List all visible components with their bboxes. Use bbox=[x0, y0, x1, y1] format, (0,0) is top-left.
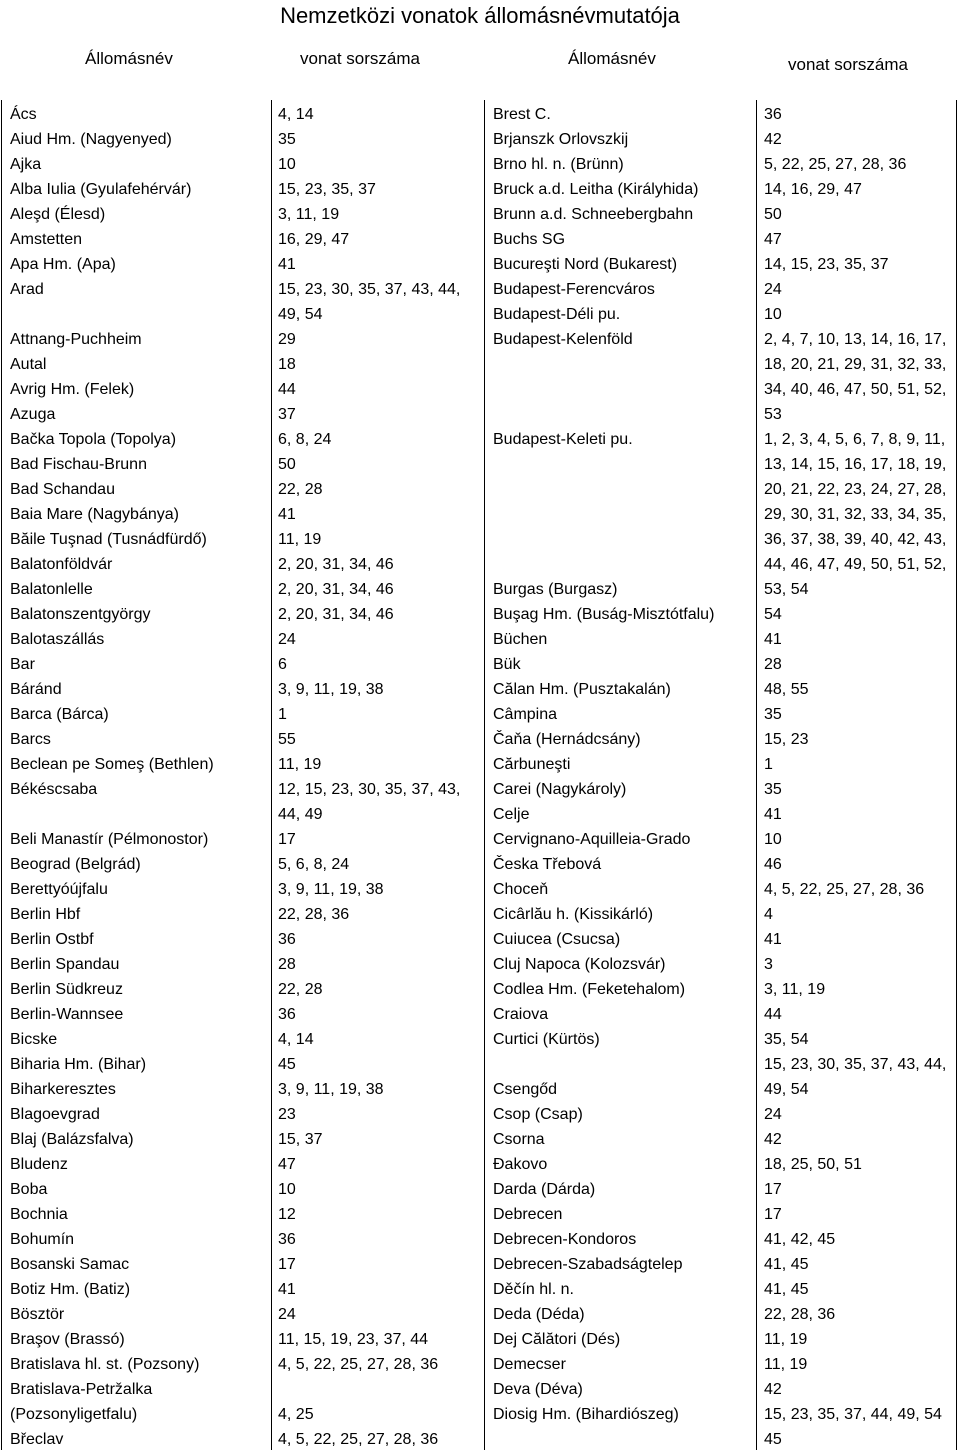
station-name: Debrecen bbox=[493, 1206, 563, 1223]
train-numbers: 2, 20, 31, 34, 46 bbox=[278, 606, 394, 623]
station-name: Debrecen-Kondoros bbox=[493, 1231, 637, 1248]
train-numbers: 3, 9, 11, 19, 38 bbox=[278, 1081, 384, 1098]
station-name: Bohumín bbox=[10, 1231, 75, 1248]
station-name: Blagoevgrad bbox=[10, 1106, 100, 1123]
station-name: Arad bbox=[10, 281, 44, 298]
train-numbers: 10 bbox=[764, 831, 782, 848]
station-name: Bratislava hl. st. (Pozsony) bbox=[10, 1356, 200, 1373]
station-name: Boba bbox=[10, 1181, 48, 1198]
station-name: Cărbuneşti bbox=[493, 756, 571, 773]
train-numbers: 53, 54 bbox=[764, 581, 809, 598]
header-train-number-left: vonat sorszáma bbox=[300, 49, 420, 68]
station-name: Balatonszentgyörgy bbox=[10, 606, 151, 623]
train-numbers: 28 bbox=[764, 656, 782, 673]
train-numbers: 4, 5, 22, 25, 27, 28, 36 bbox=[764, 881, 925, 898]
station-name: Barcs bbox=[10, 731, 51, 748]
station-name: Apa Hm. (Apa) bbox=[10, 256, 116, 273]
train-numbers: 4 bbox=[764, 906, 773, 923]
train-numbers: 4, 14 bbox=[278, 1031, 314, 1048]
train-numbers: 35 bbox=[764, 781, 782, 798]
train-numbers: 44, 46, 47, 49, 50, 51, 52, bbox=[764, 556, 947, 573]
train-numbers: 22, 28 bbox=[278, 481, 323, 498]
train-numbers: 22, 28, 36 bbox=[278, 906, 350, 923]
train-numbers: 3 bbox=[764, 956, 773, 973]
train-numbers: 18, 20, 21, 29, 31, 32, 33, bbox=[764, 356, 947, 373]
station-name: Călan Hm. (Pusztakalán) bbox=[493, 681, 671, 698]
train-numbers: 20, 21, 22, 23, 24, 27, 28, bbox=[764, 481, 947, 498]
station-name: Blaj (Balázsfalva) bbox=[10, 1131, 134, 1148]
train-numbers: 35 bbox=[764, 706, 782, 723]
train-numbers: 35 bbox=[278, 131, 296, 148]
train-numbers: 41 bbox=[764, 631, 782, 648]
station-name: Budapest-Déli pu. bbox=[493, 306, 621, 323]
train-numbers: 17 bbox=[278, 831, 296, 848]
station-name: Bicske bbox=[10, 1031, 58, 1048]
train-numbers: 15, 23, 35, 37, 44, 49, 54 bbox=[764, 1406, 942, 1423]
station-name: Braşov (Brassó) bbox=[10, 1331, 125, 1348]
station-name bbox=[493, 377, 714, 402]
train-numbers: 11, 19 bbox=[764, 1331, 808, 1348]
column-divider bbox=[271, 100, 272, 1450]
column-divider bbox=[1, 100, 2, 1450]
train-numbers: 41, 45 bbox=[764, 1281, 809, 1298]
station-name: Bludenz bbox=[10, 1156, 68, 1173]
train-numbers: 16, 29, 47 bbox=[278, 231, 350, 248]
station-name: Deda (Déda) bbox=[493, 1306, 585, 1323]
train-numbers: 12, 15, 23, 30, 35, 37, 43, bbox=[278, 781, 461, 798]
train-numbers: 17 bbox=[278, 1256, 296, 1273]
train-numbers: 45 bbox=[764, 1431, 782, 1448]
train-numbers: 17 bbox=[764, 1206, 782, 1223]
train-numbers: 2, 20, 31, 34, 46 bbox=[278, 556, 394, 573]
station-name-column-right bbox=[493, 102, 714, 1427]
station-name: Dej Călători (Dés) bbox=[493, 1331, 621, 1348]
station-name: Balatonföldvár bbox=[10, 556, 113, 573]
train-numbers: 11, 19 bbox=[764, 1356, 808, 1373]
station-name: Bad Fischau-Brunn bbox=[10, 456, 147, 473]
station-name: Bösztör bbox=[10, 1306, 65, 1323]
train-numbers: 18 bbox=[278, 356, 296, 373]
train-numbers: 4, 25 bbox=[278, 1406, 314, 1423]
station-name: Biharkeresztes bbox=[10, 1081, 116, 1098]
page-title: Nemzetközi vonatok állomásnévmutatója bbox=[280, 3, 680, 28]
station-name: Bosanski Samac bbox=[10, 1256, 130, 1273]
station-name: Csengőd bbox=[493, 1081, 558, 1098]
train-numbers: 54 bbox=[764, 606, 782, 623]
station-name: Báránd bbox=[10, 681, 62, 698]
header-station-left: Állomásnév bbox=[85, 49, 173, 68]
station-name: Balotaszállás bbox=[10, 631, 105, 648]
station-name: Botiz Hm. (Batiz) bbox=[10, 1281, 131, 1298]
train-numbers: 36 bbox=[764, 106, 782, 123]
train-numbers: 15, 23 bbox=[764, 731, 809, 748]
station-name: Baia Mare (Nagybánya) bbox=[10, 506, 179, 523]
station-name bbox=[493, 402, 714, 427]
station-name: Břeclav bbox=[10, 1431, 64, 1448]
train-numbers: 50 bbox=[278, 456, 296, 473]
station-name: Büchen bbox=[493, 631, 548, 648]
train-numbers: 36 bbox=[278, 1231, 296, 1248]
train-numbers: 34, 40, 46, 47, 50, 51, 52, bbox=[764, 381, 947, 398]
station-name: Berlin Spandau bbox=[10, 956, 120, 973]
station-name: Codlea Hm. (Feketehalom) bbox=[493, 981, 686, 998]
station-name bbox=[493, 452, 714, 477]
train-numbers: 2, 4, 7, 10, 13, 14, 16, 17, bbox=[764, 331, 947, 348]
station-name: Brest C. bbox=[493, 106, 551, 123]
station-name: Câmpina bbox=[493, 706, 558, 723]
station-name: Ács bbox=[10, 106, 37, 123]
station-name: Bük bbox=[493, 656, 521, 673]
station-name: Đakovo bbox=[493, 1156, 548, 1173]
station-name bbox=[10, 802, 214, 827]
train-numbers: 44 bbox=[764, 1006, 782, 1023]
train-numbers: 48, 55 bbox=[764, 681, 809, 698]
train-numbers: 42 bbox=[764, 1381, 782, 1398]
train-numbers: 55 bbox=[278, 731, 296, 748]
station-name-column-left bbox=[10, 102, 214, 1452]
station-name: Băile Tuşnad (Tusnádfürdő) bbox=[10, 531, 207, 548]
train-numbers: 11, 19 bbox=[278, 756, 322, 773]
train-numbers: 41, 42, 45 bbox=[764, 1231, 836, 1248]
station-name: Berlin Hbf bbox=[10, 906, 81, 923]
train-numbers: 15, 23, 30, 35, 37, 43, 44, bbox=[764, 1056, 947, 1073]
station-name bbox=[493, 527, 714, 552]
station-name: Cervignano-Aquilleia-Grado bbox=[493, 831, 691, 848]
train-number-column-left bbox=[278, 102, 460, 1452]
station-name: Azuga bbox=[10, 406, 56, 423]
train-numbers: 6 bbox=[278, 656, 287, 673]
train-numbers bbox=[278, 1377, 460, 1402]
station-name: Balatonlelle bbox=[10, 581, 93, 598]
train-numbers: 24 bbox=[764, 1106, 782, 1123]
train-numbers: 1 bbox=[278, 706, 287, 723]
train-numbers: 15, 37 bbox=[278, 1131, 323, 1148]
column-divider bbox=[484, 100, 485, 1450]
train-numbers: 29 bbox=[278, 331, 296, 348]
train-numbers: 47 bbox=[764, 231, 782, 248]
train-numbers: 24 bbox=[764, 281, 782, 298]
train-numbers: 13, 14, 15, 16, 17, 18, 19, bbox=[764, 456, 947, 473]
train-numbers: 3, 9, 11, 19, 38 bbox=[278, 681, 384, 698]
train-numbers: 24 bbox=[278, 631, 296, 648]
station-name: Buchs SG bbox=[493, 231, 566, 248]
train-numbers: 18, 25, 50, 51 bbox=[764, 1156, 862, 1173]
station-name: Aiud Hm. (Nagyenyed) bbox=[10, 131, 172, 148]
station-name bbox=[493, 477, 714, 502]
train-numbers: 11, 19 bbox=[278, 531, 322, 548]
train-numbers: 5, 22, 25, 27, 28, 36 bbox=[764, 156, 907, 173]
train-numbers: 37 bbox=[278, 406, 296, 423]
station-name: Bucureşti Nord (Bukarest) bbox=[493, 256, 678, 273]
station-name: Berlin-Wannsee bbox=[10, 1006, 124, 1023]
station-name bbox=[493, 1052, 714, 1077]
station-name: Csorna bbox=[493, 1131, 545, 1148]
train-numbers: 15, 23, 30, 35, 37, 43, 44, bbox=[278, 281, 461, 298]
station-name: Choceň bbox=[493, 881, 549, 898]
train-numbers: 10 bbox=[278, 1181, 296, 1198]
station-name: Alba Iulia (Gyulafehérvár) bbox=[10, 181, 192, 198]
station-name: Debrecen-Szabadságtelep bbox=[493, 1256, 683, 1273]
station-name: Biharia Hm. (Bihar) bbox=[10, 1056, 147, 1073]
station-name: Aleşd (Élesd) bbox=[10, 206, 106, 223]
train-numbers: 6, 8, 24 bbox=[278, 431, 332, 448]
station-name bbox=[10, 302, 214, 327]
station-name bbox=[493, 352, 714, 377]
station-name: Beograd (Belgrád) bbox=[10, 856, 141, 873]
station-name: Deva (Déva) bbox=[493, 1381, 583, 1398]
train-numbers: 35, 54 bbox=[764, 1031, 809, 1048]
train-numbers: 3, 11, 19 bbox=[278, 206, 340, 223]
station-name: Beclean pe Someş (Bethlen) bbox=[10, 756, 214, 773]
train-numbers: 41 bbox=[764, 931, 782, 948]
train-numbers: 49, 54 bbox=[764, 1081, 809, 1098]
station-name: Brjanszk Orlovszkij bbox=[493, 131, 629, 148]
train-numbers: 41 bbox=[278, 256, 296, 273]
station-name: Cluj Napoca (Kolozsvár) bbox=[493, 956, 666, 973]
header-train-number-right: vonat sorszáma bbox=[788, 55, 908, 74]
train-numbers: 24 bbox=[278, 1306, 296, 1323]
station-name: Avrig Hm. (Felek) bbox=[10, 381, 135, 398]
station-name: Csop (Csap) bbox=[493, 1106, 583, 1123]
train-numbers: 47 bbox=[278, 1156, 296, 1173]
station-name: Cuiucea (Csucsa) bbox=[493, 931, 621, 948]
train-numbers: 41 bbox=[764, 806, 782, 823]
station-name: Békéscsaba bbox=[10, 781, 98, 798]
train-numbers: 36 bbox=[278, 931, 296, 948]
train-numbers: 42 bbox=[764, 1131, 782, 1148]
train-numbers: 14, 16, 29, 47 bbox=[764, 181, 862, 198]
station-name: Budapest-Kelenföld bbox=[493, 331, 633, 348]
train-number-column-right bbox=[764, 102, 946, 1452]
station-name: Děčín hl. n. bbox=[493, 1281, 574, 1298]
station-name: Berettyóújfalu bbox=[10, 881, 108, 898]
train-numbers: 12 bbox=[278, 1206, 296, 1223]
station-name: Bad Schandau bbox=[10, 481, 115, 498]
station-name: Ajka bbox=[10, 156, 42, 173]
train-numbers: 36 bbox=[278, 1006, 296, 1023]
station-name: Čaňa (Hernádcsány) bbox=[493, 731, 641, 748]
station-name bbox=[493, 502, 714, 527]
train-numbers: 17 bbox=[764, 1181, 782, 1198]
train-numbers: 46 bbox=[764, 856, 782, 873]
station-name: Brunn a.d. Schneebergbahn bbox=[493, 206, 694, 223]
train-numbers: 41 bbox=[278, 1281, 296, 1298]
train-numbers: 50 bbox=[764, 206, 782, 223]
train-numbers: 14, 15, 23, 35, 37 bbox=[764, 256, 889, 273]
station-name: Bratislava-Petržalka bbox=[10, 1381, 153, 1398]
train-numbers: 29, 30, 31, 32, 33, 34, 35, bbox=[764, 506, 947, 523]
station-name: (Pozsonyligetfalu) bbox=[10, 1406, 138, 1423]
train-numbers: 44 bbox=[278, 381, 296, 398]
train-numbers: 44, 49 bbox=[278, 806, 323, 823]
train-numbers: 4, 14 bbox=[278, 106, 314, 123]
train-numbers: 41 bbox=[278, 506, 296, 523]
train-numbers: 22, 28, 36 bbox=[764, 1306, 836, 1323]
station-name: Bruck a.d. Leitha (Királyhida) bbox=[493, 181, 699, 198]
station-name: Buşag Hm. (Buság-Misztótfalu) bbox=[493, 606, 715, 623]
station-name: Brno hl. n. (Brünn) bbox=[493, 156, 624, 173]
station-name: Diosig Hm. (Bihardiószeg) bbox=[493, 1406, 679, 1423]
station-name: Craiova bbox=[493, 1006, 549, 1023]
train-numbers: 15, 23, 35, 37 bbox=[278, 181, 376, 198]
station-name: Bochnia bbox=[10, 1206, 68, 1223]
train-numbers: 53 bbox=[764, 406, 782, 423]
station-name: Budapest-Keleti pu. bbox=[493, 431, 633, 448]
train-numbers: 41, 45 bbox=[764, 1256, 809, 1273]
train-numbers: 2, 20, 31, 34, 46 bbox=[278, 581, 394, 598]
column-divider bbox=[756, 100, 757, 1450]
train-numbers: 11, 15, 19, 23, 37, 44 bbox=[278, 1331, 429, 1348]
train-numbers: 1 bbox=[764, 756, 773, 773]
train-numbers: 23 bbox=[278, 1106, 296, 1123]
station-name: Bar bbox=[10, 656, 35, 673]
station-name: Barca (Bárca) bbox=[10, 706, 109, 723]
station-name: Bačka Topola (Topolya) bbox=[10, 431, 177, 448]
column-divider bbox=[956, 100, 957, 1450]
station-name: Curtici (Kürtös) bbox=[493, 1031, 600, 1048]
station-name bbox=[493, 552, 714, 577]
train-numbers: 5, 6, 8, 24 bbox=[278, 856, 350, 873]
station-name: Burgas (Burgasz) bbox=[493, 581, 618, 598]
train-numbers: 1, 2, 3, 4, 5, 6, 7, 8, 9, 11, bbox=[764, 431, 946, 448]
station-name: Attnang-Puchheim bbox=[10, 331, 142, 348]
station-name: Darda (Dárda) bbox=[493, 1181, 596, 1198]
station-name: Berlin Südkreuz bbox=[10, 981, 123, 998]
train-numbers: 4, 5, 22, 25, 27, 28, 36 bbox=[278, 1356, 439, 1373]
station-name: Berlin Ostbf bbox=[10, 931, 94, 948]
header-station-right: Állomásnév bbox=[568, 49, 656, 68]
station-name: Autal bbox=[10, 356, 47, 373]
train-numbers: 45 bbox=[278, 1056, 296, 1073]
station-name: Budapest-Ferencváros bbox=[493, 281, 655, 298]
train-numbers: 49, 54 bbox=[278, 306, 323, 323]
train-numbers: 4, 5, 22, 25, 27, 28, 36 bbox=[278, 1431, 439, 1448]
train-numbers: 10 bbox=[278, 156, 296, 173]
station-name: Demecser bbox=[493, 1356, 566, 1373]
station-name: Celje bbox=[493, 806, 530, 823]
station-name: Cicârlău h. (Kissikárló) bbox=[493, 906, 654, 923]
station-name: Beli Manastír (Pélmonostor) bbox=[10, 831, 209, 848]
station-name: Carei (Nagykároly) bbox=[493, 781, 627, 798]
train-numbers: 22, 28 bbox=[278, 981, 323, 998]
train-numbers: 3, 9, 11, 19, 38 bbox=[278, 881, 384, 898]
train-numbers: 36, 37, 38, 39, 40, 42, 43, bbox=[764, 531, 947, 548]
station-name: Amstetten bbox=[10, 231, 83, 248]
train-numbers: 42 bbox=[764, 131, 782, 148]
train-numbers: 3, 11, 19 bbox=[764, 981, 826, 998]
train-numbers: 28 bbox=[278, 956, 296, 973]
station-name: Česka Třebová bbox=[493, 856, 602, 873]
train-numbers: 10 bbox=[764, 306, 782, 323]
